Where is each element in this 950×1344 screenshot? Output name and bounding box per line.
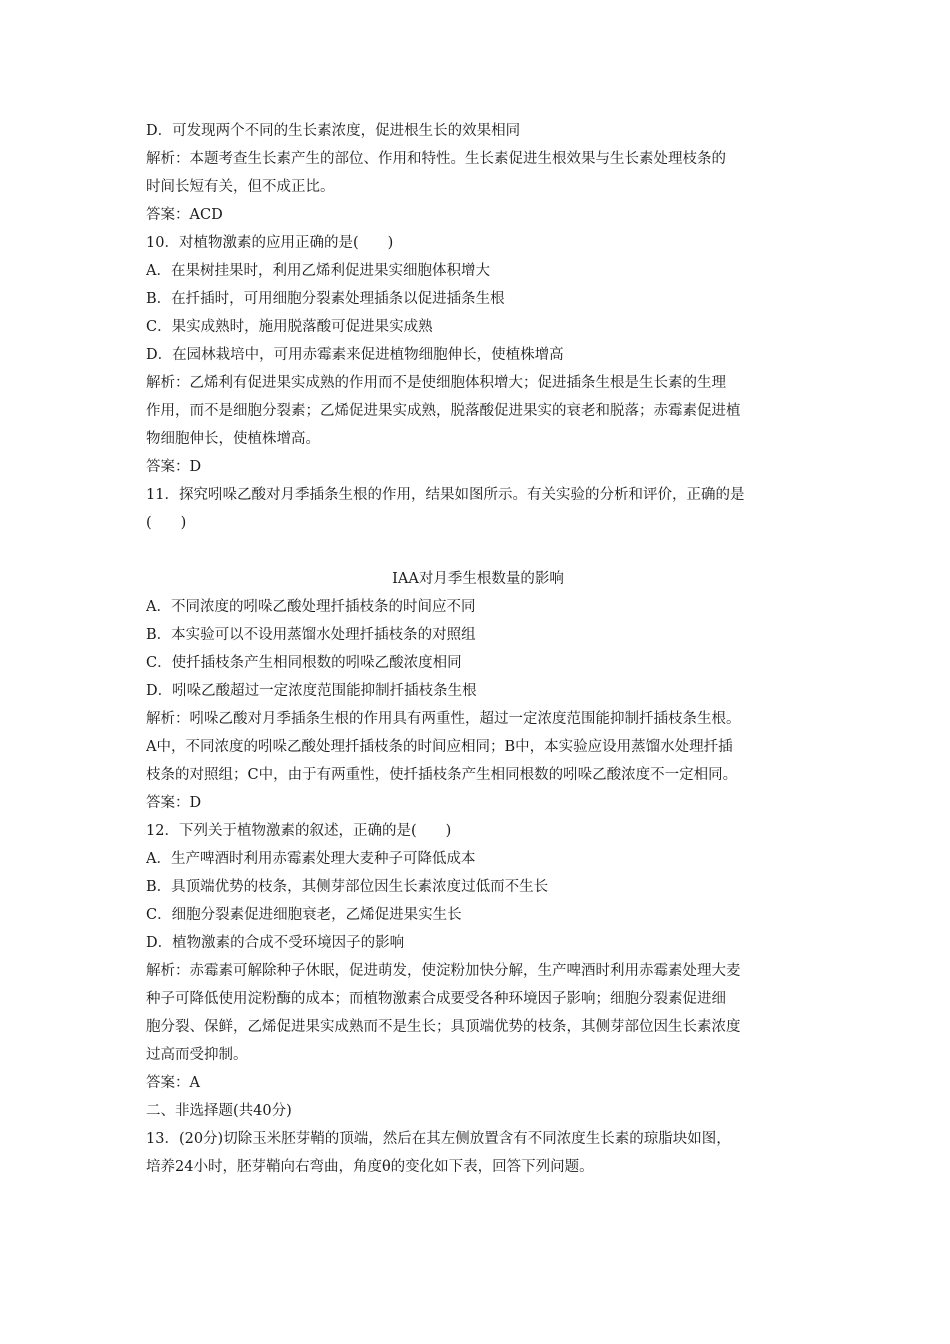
answer-q12: 答案：A bbox=[146, 1075, 200, 1091]
question-11-line-2: ( ) bbox=[146, 515, 187, 531]
analysis-q10-line-2: 作用，而不是细胞分裂素；乙烯促进果实成熟，脱落酸促进果实的衰老和脱落；赤霉素促进植 bbox=[146, 403, 741, 419]
answer-q9: 答案：ACD bbox=[146, 207, 223, 223]
analysis-q11-line-3: 枝条的对照组；C中，由于有两重性，使扦插枝条产生相同根数的吲哚乙酸浓度不一定相同。 bbox=[146, 767, 738, 783]
option-a-q12: A．生产啤酒时利用赤霉素处理大麦种子可降低成本 bbox=[146, 851, 476, 867]
analysis-q11-line-2: A中，不同浓度的吲哚乙酸处理扦插枝条的时间应相同；B中，本实验应设用蒸馏水处理扦插 bbox=[146, 739, 733, 755]
answer-q10: 答案：D bbox=[146, 459, 202, 475]
question-10: 10．对植物激素的应用正确的是( ) bbox=[146, 235, 394, 251]
analysis-q12-line-3: 胞分裂、保鲜，乙烯促进果实成熟而不是生长；具顶端优势的枝条，其侧芽部位因生长素浓度 bbox=[146, 1019, 741, 1035]
option-c-q10: C．果实成熟时，施用脱落酸可促进果实成熟 bbox=[146, 319, 433, 335]
answer-q11: 答案：D bbox=[146, 795, 202, 811]
option-a-q11: A．不同浓度的吲哚乙酸处理扦插枝条的时间应不同 bbox=[146, 599, 476, 615]
figure-caption: IAA对月季生根数量的影响 bbox=[392, 571, 564, 587]
option-b-q10: B．在扦插时，可用细胞分裂素处理插条以促进插条生根 bbox=[146, 291, 505, 307]
analysis-q11-line-1: 解析：吲哚乙酸对月季插条生根的作用具有两重性，超过一定浓度范围能抑制扦插枝条生根。 bbox=[146, 711, 741, 727]
analysis-q12-line-4: 过高而受抑制。 bbox=[146, 1047, 248, 1063]
question-13-line-2: 培养24小时，胚芽鞘向右弯曲，角度θ的变化如下表，回答下列问题。 bbox=[146, 1159, 594, 1175]
option-c-q11: C．使扦插枝条产生相同根数的吲哚乙酸浓度相同 bbox=[146, 655, 462, 671]
question-13-line-1: 13．(20分)切除玉米胚芽鞘的顶端，然后在其左侧放置含有不同浓度生长素的琼脂块如图， bbox=[146, 1131, 731, 1147]
question-11-line-1: 11．探究吲哚乙酸对月季插条生根的作用，结果如图所示。有关实验的分析和评价，正确的是 bbox=[146, 487, 745, 503]
analysis-q10-line-3: 物细胞伸长，使植株增高。 bbox=[146, 431, 320, 447]
analysis-q12-line-2: 种子可降低使用淀粉酶的成本；而植物激素合成要受各种环境因子影响；细胞分裂素促进细 bbox=[146, 991, 726, 1007]
option-d-q9: D．可发现两个不同的生长素浓度，促进根生长的效果相同 bbox=[146, 123, 521, 139]
option-d-q11: D．吲哚乙酸超过一定浓度范围能抑制扦插枝条生根 bbox=[146, 683, 477, 699]
option-b-q12: B．具顶端优势的枝条，其侧芽部位因生长素浓度过低而不生长 bbox=[146, 879, 549, 895]
option-a-q10: A．在果树挂果时，利用乙烯利促进果实细胞体积增大 bbox=[146, 263, 490, 279]
analysis-q9-line-1: 解析：本题考查生长素产生的部位、作用和特性。生长素促进生根效果与生长素处理枝条的 bbox=[146, 151, 726, 167]
analysis-q9-line-2: 时间长短有关，但不成正比。 bbox=[146, 179, 335, 195]
option-b-q11: B．本实验可以不设用蒸馏水处理扦插枝条的对照组 bbox=[146, 627, 476, 643]
option-d-q10: D．在园林栽培中，可用赤霉素来促进植物细胞伸长，使植株增高 bbox=[146, 347, 564, 363]
question-12: 12．下列关于植物激素的叙述，正确的是( ) bbox=[146, 823, 452, 839]
analysis-q12-line-1: 解析：赤霉素可解除种子休眠，促进萌发，使淀粉加快分解，生产啤酒时利用赤霉素处理大麦 bbox=[146, 963, 741, 979]
option-c-q12: C．细胞分裂素促进细胞衰老，乙烯促进果实生长 bbox=[146, 907, 462, 923]
analysis-q10-line-1: 解析：乙烯利有促进果实成熟的作用而不是使细胞体积增大；促进插条生根是生长素的生理 bbox=[146, 375, 726, 391]
figure-spacer bbox=[146, 537, 810, 565]
section-heading-nonchoice: 二、非选择题(共40分) bbox=[146, 1103, 292, 1119]
option-d-q12: D．植物激素的合成不受环境因子的影响 bbox=[146, 935, 405, 951]
document-page bbox=[146, 117, 810, 1181]
